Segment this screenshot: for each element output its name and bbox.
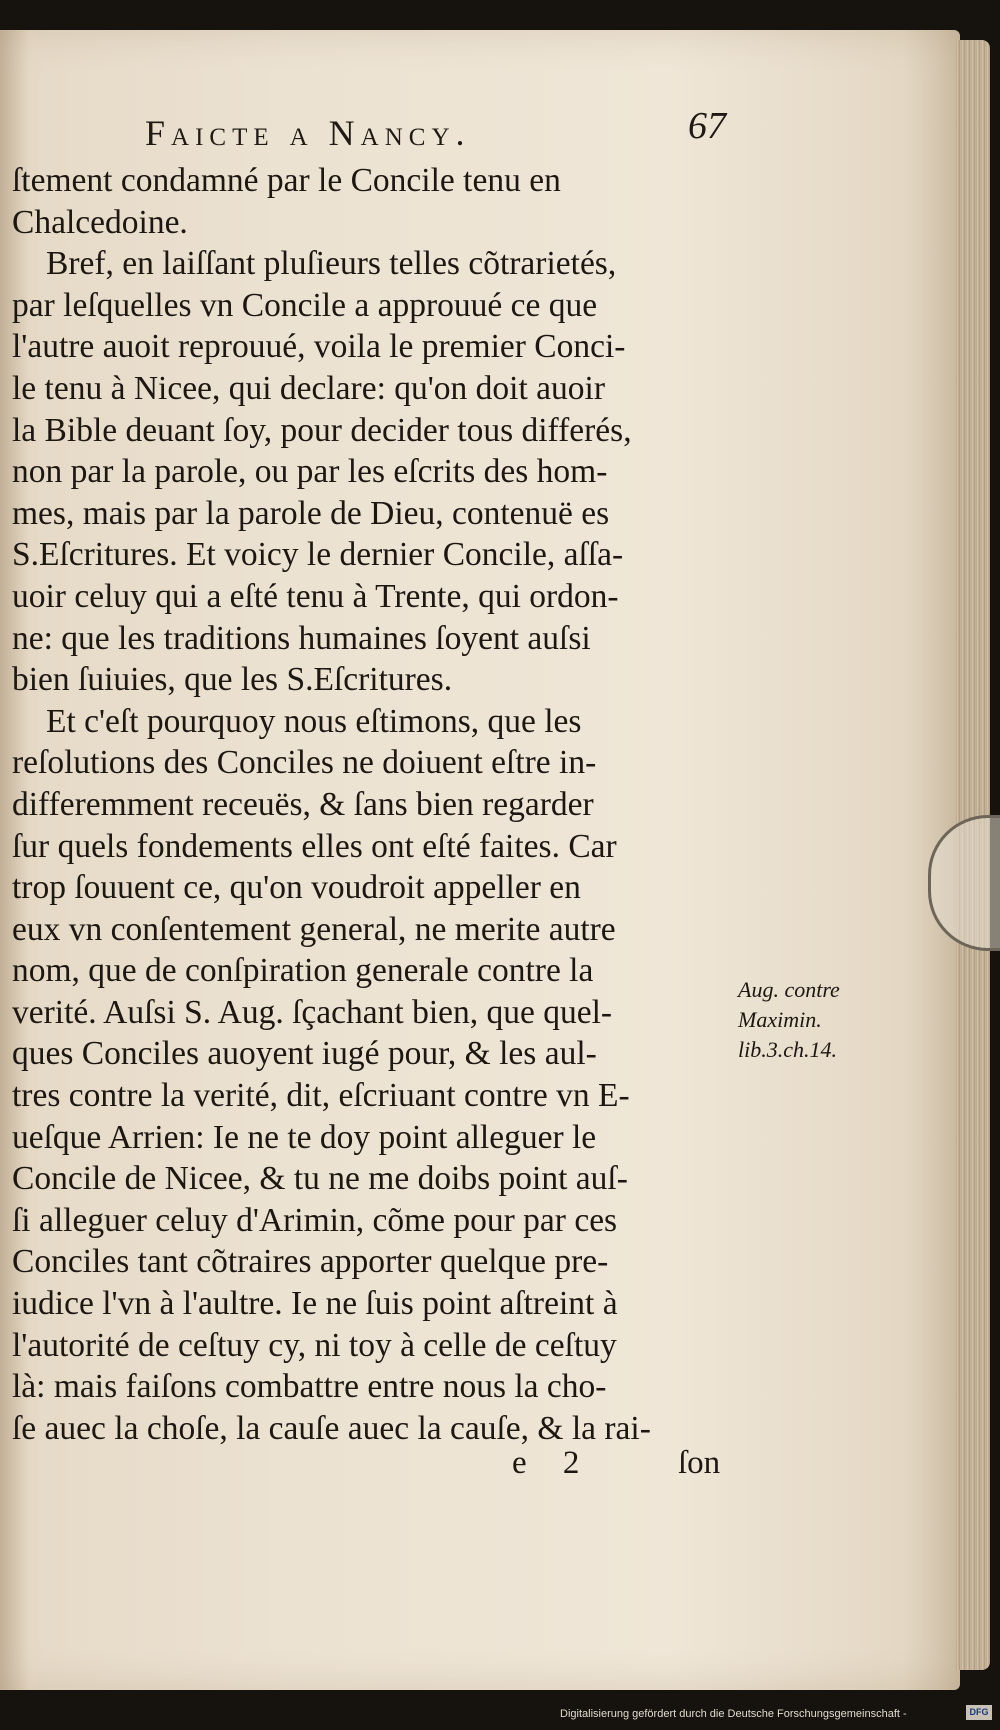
text-line: ne: que les traditions humaines ſoyent auſsi — [12, 619, 591, 657]
text-line: reſolutions des Conciles ne doiuent eſtre in- — [12, 744, 597, 782]
text-line: bien ſuiuies, que les S.Eſcritures. — [12, 661, 453, 699]
marginal-note — [738, 975, 888, 1065]
text-line: ueſque Arrien: Ie ne te doy point alleguer le — [12, 1118, 597, 1156]
text-line: ques Conciles auoyent iugé pour, & les aul- — [12, 1035, 597, 1073]
marginal-note-line: Aug. contre — [738, 977, 840, 1002]
text-line: la Bible deuant ſoy, pour decider tous differés, — [12, 411, 632, 449]
text-line: verité. Auſsi S. Aug. ſçachant bien, que quel- — [12, 993, 613, 1031]
dfg-logo: DFG — [966, 1705, 992, 1720]
text-line: le tenu à Nicee, qui declare: qu'on doit auoir — [12, 369, 605, 407]
text-line: l'autre auoit reprouué, voila le premier Conci- — [12, 328, 626, 366]
text-line: par leſquelles vn Concile a approuué ce que — [12, 286, 598, 324]
text-line: ſe auec la choſe, la cauſe auec la cauſe, & la rai- — [12, 1409, 651, 1447]
text-line: Concile de Nicee, & tu ne me doibs point auſ- — [12, 1160, 628, 1198]
text-line: Bref, en laiſſant pluſieurs telles cõtrarietés, — [46, 245, 617, 283]
text-line: non par la parole, ou par les eſcrits des hom- — [12, 453, 608, 491]
text-line: Et c'eſt pourquoy nous eſtimons, que les — [46, 702, 582, 740]
text-line: tres contre la verité, dit, eſcriuant contre vn E- — [12, 1077, 630, 1115]
text-line: iudice l'vn à l'aultre. Ie ne ſuis point aſtreint à — [12, 1285, 618, 1323]
text-line: ſur quels fondements elles ont eſté faites. Car — [12, 827, 617, 865]
text-line: uoir celuy qui a eſté tenu à Trente, qui ordon- — [12, 577, 619, 615]
text-line: eux vn conſentement general, ne merite autre — [12, 910, 616, 948]
page-number: 67 — [688, 105, 726, 147]
digitization-credit: Digitalisierung gefördert durch die Deutsche Forschungsgemeinschaft - — [560, 1708, 907, 1720]
text-line: ſtement condamné par le Concile tenu en — [12, 162, 561, 199]
text-line: mes, mais par la parole de Dieu, contenuë es — [12, 494, 610, 532]
text-line: trop ſouuent ce, qu'on voudroit appeller en — [12, 869, 581, 907]
body-text — [12, 160, 742, 1449]
marginal-note-line: lib.3.ch.14. — [738, 1037, 837, 1062]
text-line: là: mais faiſons combattre entre nous la cho- — [12, 1368, 607, 1406]
text-line: l'autorité de ceſtuy cy, ni toy à celle de ceſtuy — [12, 1326, 617, 1364]
text-line: Chalcedoine. — [12, 203, 188, 241]
catchword: ſon — [678, 1445, 721, 1481]
text-line: S.Eſcritures. Et voicy le dernier Concile, aſſa- — [12, 536, 624, 574]
text-line: differemment receuës, & ſans bien regarder — [12, 785, 594, 823]
text-line: Conciles tant cõtraires apporter quelque pre- — [12, 1243, 609, 1281]
signature-mark: e 2 — [512, 1445, 594, 1481]
running-title: Faicte a Nancy. — [145, 113, 471, 153]
text-line: nom, que de conſpiration generale contre la — [12, 952, 594, 990]
marginal-note-line: Maximin. — [738, 1007, 822, 1032]
text-line: ſi alleguer celuy d'Arimin, cõme pour par ces — [12, 1201, 618, 1239]
